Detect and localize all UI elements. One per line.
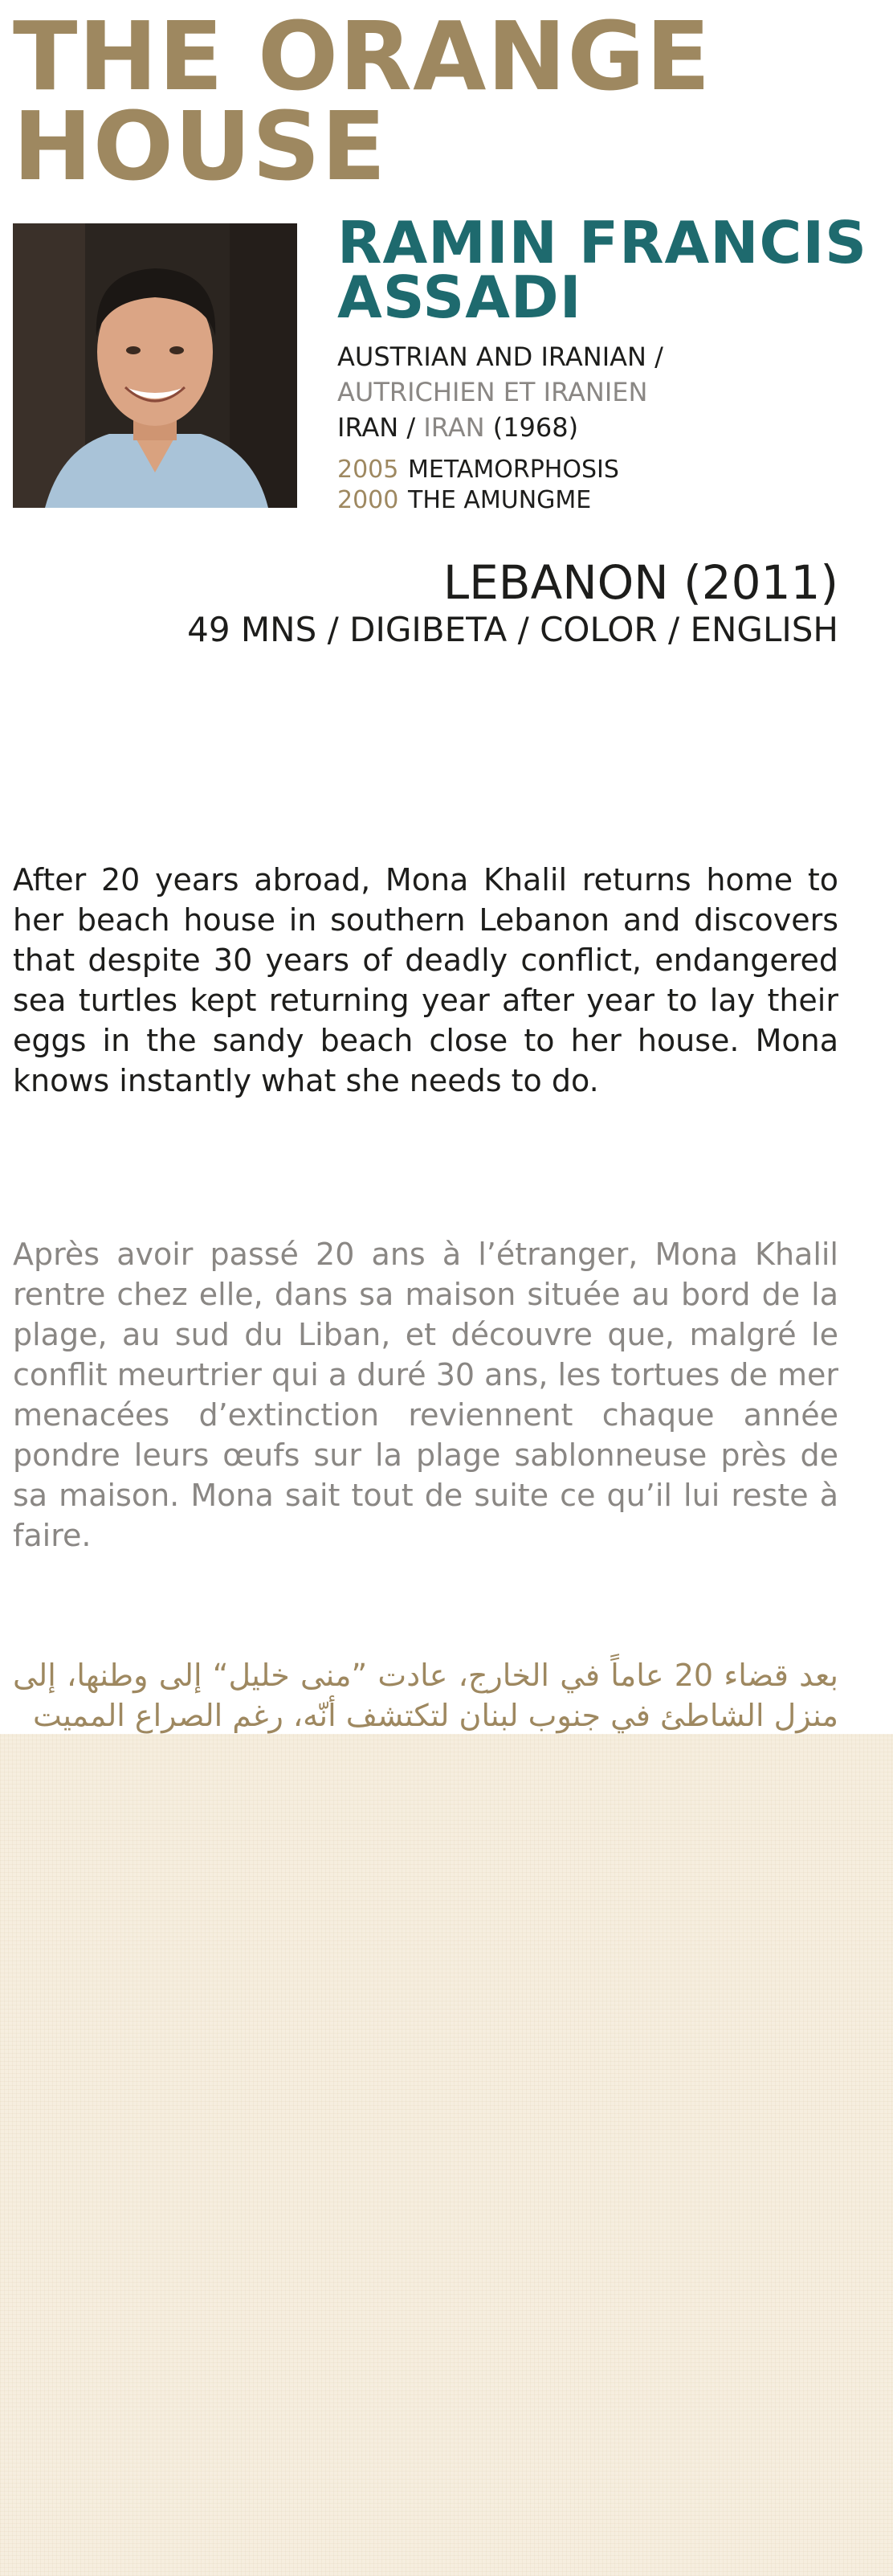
synopsis-french: Après avoir passé 20 ans à l’étranger, Mona Khalil rentre chez elle, dans sa maison située au bord de la plage, au sud du Liban, et découvre que, malgré le conflit meurtrier qui a duré 30 ans, les tortues de mer menacées d’extinction reviennent chaque année pondre leurs œufs sur la plage sablonneuse près de sa maison. Mona sait tout de suite ce qu’il lui reste à faire. (13, 1237, 838, 1553)
director-portrait-illustration (13, 223, 297, 508)
filmography-title: METAMORPHOSIS (408, 456, 619, 484)
birth-year: (1968) (492, 412, 579, 443)
filmography-item (337, 455, 883, 485)
film-country-year: LEBANON (2011) (442, 555, 838, 610)
origin-fr: IRAN (423, 412, 485, 443)
film-specs: 49 MNS / DIGIBETA / COLOR / ENGLISH (187, 610, 838, 649)
film-title: THE ORANGE HOUSE (13, 1, 712, 202)
director-photo (13, 223, 297, 508)
nationality-fr: AUTRICHIEN ET IRANIEN (337, 377, 648, 407)
filmography-year: 2000 (337, 486, 399, 514)
nationality-en: AUSTRIAN AND IRANIAN / (337, 341, 663, 372)
synopsis-arabic-container (0, 1639, 893, 1735)
synopsis-english: After 20 years abroad, Mona Khalil returns home to her beach house in southern Lebanon and discovers that despite 30 years of deadly conflict, endangered sea turtles kept returning year after year to lay their eggs in the sandy beach close to her house. Mona knows instantly what she needs to do. (13, 862, 838, 1098)
cream-background-panel (0, 1734, 893, 2576)
director-name: RAMIN FRANCIS ASSADI (337, 209, 868, 331)
synopsis-arabic: بعد قضاء 20 عاماً في الخارج، عادت ”منى خليل“ إلى وطنها، إلى منزل الشاطئ في جنوب لبنان لتكتشف أنّه، رغم الصراع المميت (13, 1658, 838, 1733)
filmography (337, 455, 883, 516)
filmography-title: THE AMUNGME (408, 486, 592, 514)
director-info (337, 209, 883, 516)
origin-en: IRAN / (337, 412, 416, 443)
filmography-year: 2005 (337, 456, 399, 484)
director-nationality (337, 339, 883, 445)
filmography-item (337, 485, 883, 516)
